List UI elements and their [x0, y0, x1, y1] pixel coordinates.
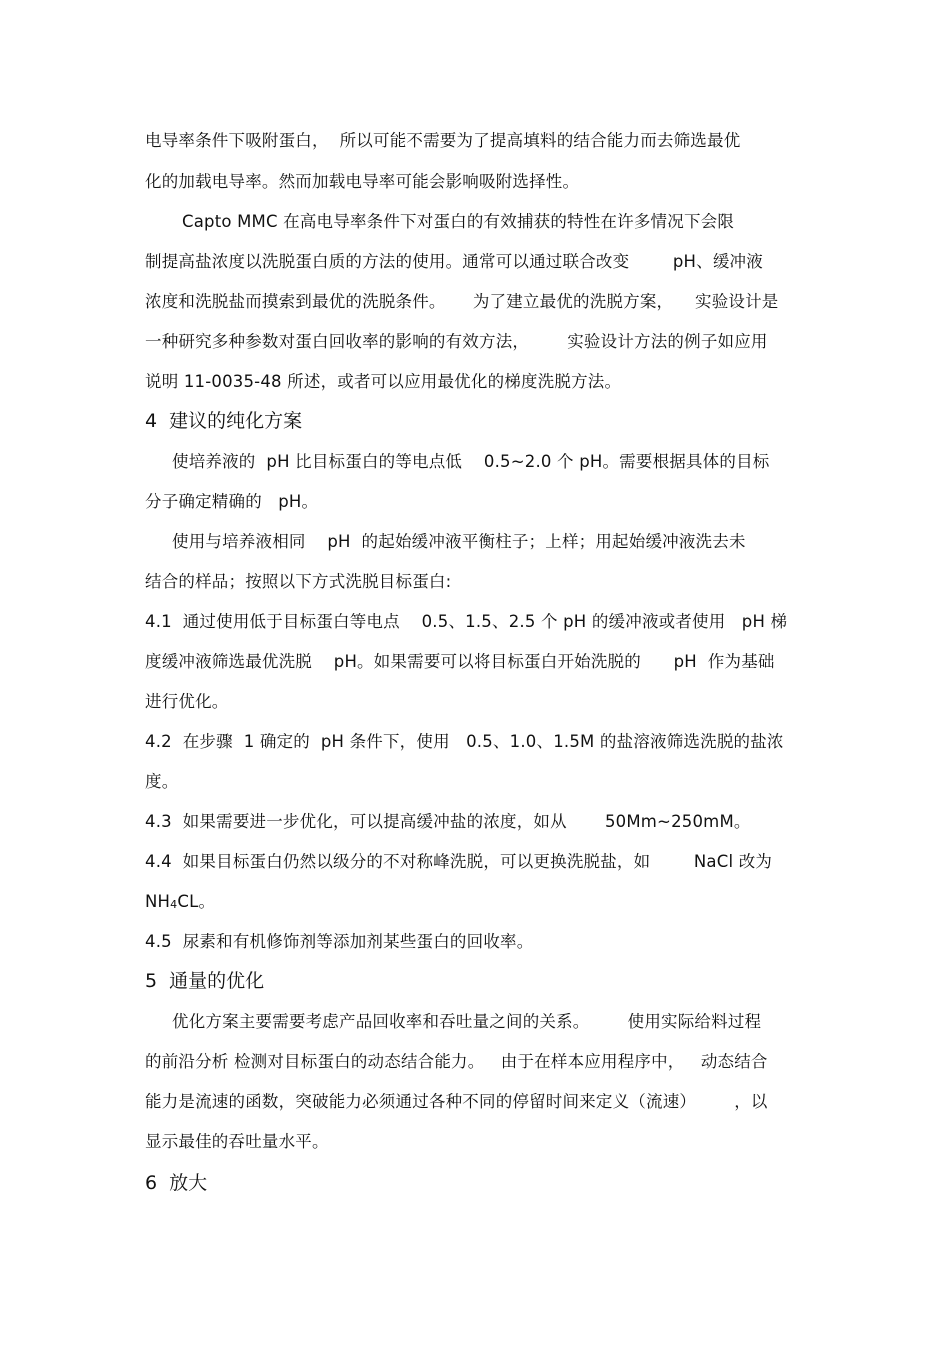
paragraph-line: 电导率条件下吸附蛋白， 所以可能不需要为了提高填料的结合能力而去筛选最优	[145, 131, 741, 150]
paragraph-line: 4.5 尿素和有机修饰剂等添加剂某些蛋白的回收率。	[145, 932, 534, 951]
paragraph-line: 显示最佳的吞吐量水平。	[145, 1132, 329, 1151]
paragraph-line: 的前沿分析 检测对目标蛋白的动态结合能力。 由于在样本应用程序中， 动态结合	[145, 1052, 768, 1071]
paragraph-line: 能力是流速的函数，突破能力必须通过各种不同的停留时间来定义（流速） ，以	[145, 1092, 768, 1111]
paragraph-line: 4.1 通过使用低于目标蛋白等电点 0.5、1.5、2.5 个 pH 的缓冲液或者使用 pH 梯	[145, 612, 788, 631]
paragraph-line: Capto MMC 在高电导率条件下对蛋白的有效捕获的特性在许多情况下会限	[182, 212, 735, 231]
paragraph-line: 浓度和洗脱盐而摸索到最优的洗脱条件。 为了建立最优的洗脱方案， 实验设计是	[145, 292, 779, 311]
paragraph-line: 一种研究多种参数对蛋白回收率的影响的有效方法， 实验设计方法的例子如应用	[145, 332, 768, 351]
section-heading: 6 放大	[145, 1172, 208, 1194]
paragraph-line: 进行优化。	[145, 692, 229, 711]
paragraph-line: 使用与培养液相同 pH 的起始缓冲液平衡柱子；上样；用起始缓冲液洗去未	[172, 532, 746, 551]
paragraph-line: 4.2 在步骤 1 确定的 pH 条件下，使用 0.5、1.0、1.5M 的盐溶液筛选洗脱的盐浓	[145, 732, 784, 751]
section-heading: 4 建议的纯化方案	[145, 410, 303, 432]
paragraph-line: 说明 11-0035-48 所述，或者可以应用最优化的梯度洗脱方法。	[145, 372, 622, 391]
paragraph-line: 度缓冲液筛选最优洗脱 pH。如果需要可以将目标蛋白开始洗脱的 pH 作为基础	[145, 652, 775, 671]
paragraph-line: 度。	[145, 772, 179, 791]
section-heading: 5 通量的优化	[145, 970, 265, 992]
paragraph-line: 4.4 如果目标蛋白仍然以级分的不对称峰洗脱，可以更换洗脱盐，如 NaCl 改为	[145, 852, 773, 871]
formula-text: CL。	[177, 892, 216, 911]
paragraph-line: 分子确定精确的 pH。	[145, 492, 319, 511]
paragraph-line: 使培养液的 pH 比目标蛋白的等电点低 0.5~2.0 个 pH。需要根据具体的目标	[172, 452, 770, 471]
formula-subscript: 4	[170, 898, 178, 911]
paragraph-line	[145, 892, 215, 915]
paragraph-line: 化的加载电导率。然而加载电导率可能会影响吸附选择性。	[145, 172, 580, 191]
paragraph-line: 4.3 如果需要进一步优化，可以提高缓冲盐的浓度，如从 50Mm~250mM。	[145, 812, 751, 831]
paragraph-line: 优化方案主要需要考虑产品回收率和吞吐量之间的关系。 使用实际给料过程	[172, 1012, 762, 1031]
paragraph-line: 结合的样品；按照以下方式洗脱目标蛋白:	[145, 572, 452, 591]
formula-text: NH	[145, 892, 171, 911]
paragraph-line: 制提高盐浓度以洗脱蛋白质的方法的使用。通常可以通过联合改变 pH、缓冲液	[145, 252, 763, 271]
